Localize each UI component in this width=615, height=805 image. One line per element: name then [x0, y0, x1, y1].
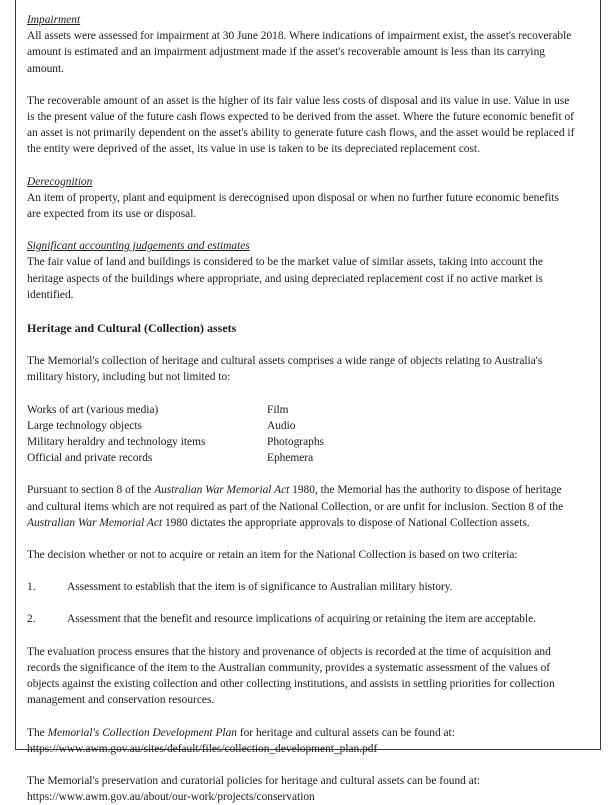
pursuant-text-1: Pursuant to section 8 of the [27, 484, 155, 497]
decision-paragraph: The decision whether or not to acquire or retain an item for the National Collection is based on two criteria: [27, 549, 518, 562]
plan-text-post: for heritage and cultural assets can be found at: [236, 726, 455, 739]
impairment-subheading: Impairment [27, 14, 81, 26]
plan-url: https://www.awm.gov.au/sites/default/files/collection_development_plan.pdf [27, 742, 378, 755]
list-item: Audio [267, 419, 296, 432]
policies-text: The Memorial's preservation and curatorial policies for heritage and cultural assets can be found at: [27, 774, 481, 787]
policies-url: https://www.awm.gov.au/about/our-work/projects/conservation [27, 791, 315, 804]
list-item: Official and private records [27, 452, 153, 465]
pursuant-text-2: 1980, the Memorial has the authority to dispose of heritage and cultural items which are not required as part of the National Collection, or are unfit for inclusion. Section 8 of the [27, 484, 564, 513]
list-item: Military heraldry and technology items [27, 436, 206, 449]
list-item: Film [267, 403, 289, 416]
criterion-number: 1. [27, 581, 36, 594]
heritage-heading: Heritage and Cultural (Collection) assets [27, 321, 237, 336]
criterion-1 [27, 579, 575, 595]
criterion-2 [27, 611, 575, 627]
heritage-intro: The Memorial's collection of heritage and cultural assets comprises a wide range of objects relating to Australia's military history, including but not limited to: [27, 355, 543, 384]
list-item: Works of art (various media) [27, 403, 159, 416]
criterion-number: 2. [27, 613, 36, 626]
policies-paragraph [27, 773, 575, 805]
document-body [27, 12, 575, 805]
plan-paragraph [27, 725, 575, 757]
derecognition-paragraph: An item of property, plant and equipment is derecognised upon disposal or when no further future economic benefits are expected from its use or disposal. [27, 191, 559, 221]
plan-title: Memorial's Collection Development Plan [47, 726, 237, 739]
collection-types-left [27, 402, 267, 467]
collection-types-list [27, 402, 575, 467]
list-item: Photographs [267, 436, 324, 449]
pursuant-paragraph [27, 482, 575, 531]
pursuant-text-3: 1980 dictates the appropriate approvals to dispose of National Collection assets. [162, 516, 530, 529]
derecognition-subheading: Derecognition [27, 175, 93, 188]
impairment-paragraph-1: All assets were assessed for impairment at 30 June 2018. Where indications of impairment exist, the asset's recoverable amount is estimated and an impairment adjustment made if the asset's recoverable amount is less than its carrying amount. [27, 30, 572, 75]
plan-text-pre: The [27, 726, 48, 739]
act-title: Australian War Memorial Act [154, 484, 290, 497]
impairment-paragraph-2: The recoverable amount of an asset is the higher of its fair value less costs of disposal and its value in use. Value in use is the present value of the future cash flows expected to be derived from the asset. Where the future economic benefit of an asset is not primarily dependent on the asset's ability to generate future cash flows, and the asset would be replaced if the entity were deprived of the asset, its value in use is taken to be its depreciated replacement cost. [27, 94, 575, 156]
criterion-text: Assessment that the benefit and resource implications of acquiring or retaining the item are acceptable. [67, 613, 537, 626]
judgements-subheading: Significant accounting judgements and estimates [27, 240, 250, 253]
evaluation-paragraph: The evaluation process ensures that the history and provenance of objects is recorded at the time of acquisition and records the significance of the item to the Australian community, provides a systematic assessment of the values of objects against the existing collection and other collecting institutions, and assists in settling priorities for collection management and conservation resources. [27, 645, 555, 707]
criterion-text: Assessment to establish that the item is of significance to Australian military history. [67, 581, 453, 594]
list-item: Ephemera [267, 452, 314, 465]
list-item: Large technology objects [27, 419, 142, 432]
act-title: Australian War Memorial Act [27, 516, 163, 529]
collection-types-right [267, 402, 575, 467]
judgements-paragraph: The fair value of land and buildings is considered to be the market value of similar assets, taking into account the heritage aspects of the buildings where appropriate, and using depreciated replacement cost if no active market is identified. [27, 256, 543, 301]
